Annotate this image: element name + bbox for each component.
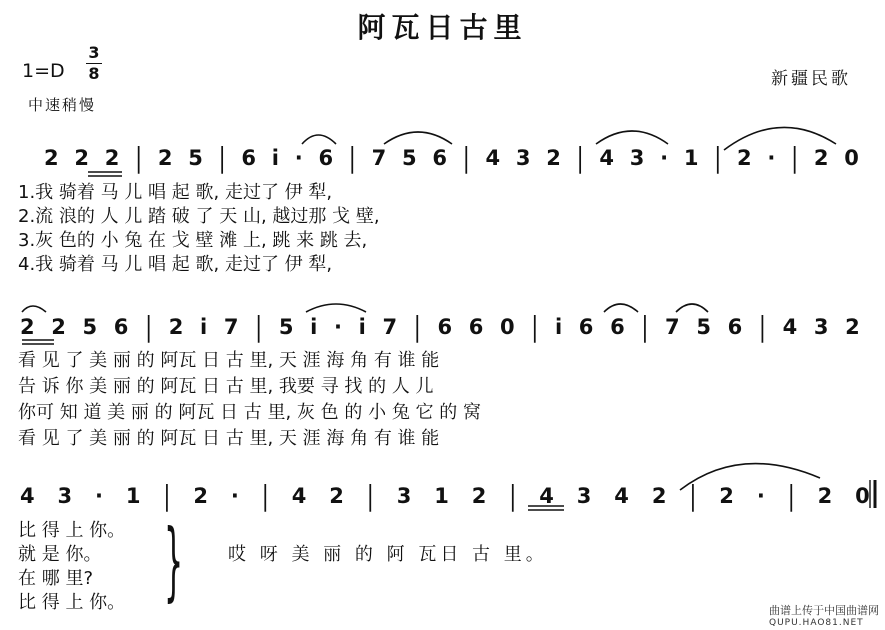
- note: 2: [51, 315, 66, 339]
- note: 6: [432, 146, 447, 170]
- note: i: [310, 315, 318, 339]
- barline: |: [787, 480, 795, 512]
- note: 0: [844, 146, 859, 170]
- lyric-text: 看 见 了 美 丽 的 阿瓦 日 古 里, 天 涯 海 角 有 谁 能: [18, 350, 440, 371]
- barline: |: [576, 142, 584, 174]
- note: 4: [485, 146, 501, 170]
- lyric-text: 你可 知 道 美 丽 的 阿瓦 日 古 里, 灰 色 的 小 兔 它 的 窝: [18, 402, 481, 423]
- barline: |: [689, 480, 697, 512]
- note: ·: [294, 146, 303, 170]
- note: i: [554, 315, 563, 339]
- slur-arc: [724, 127, 836, 150]
- page-title: 阿瓦日古里: [357, 11, 528, 44]
- note: ·: [95, 484, 104, 508]
- barline: |: [218, 142, 226, 174]
- slur-arc: [676, 304, 708, 312]
- note: 7: [371, 146, 387, 170]
- note: 3: [813, 315, 829, 339]
- note: 2: [44, 146, 59, 170]
- note: ·: [660, 146, 669, 170]
- note: 2: [546, 146, 561, 170]
- note: 1: [125, 484, 141, 508]
- note: 3: [576, 484, 592, 508]
- lyric-text: 1.我 骑着 马 儿 唱 起 歌, 走过了 伊 犁,: [18, 182, 333, 203]
- note: 5: [278, 315, 294, 339]
- lyric-text: 在 哪 里?: [18, 568, 93, 589]
- note: 2: [719, 484, 734, 508]
- note: 2: [74, 146, 89, 170]
- lyric-text: 3.灰 色的 小 兔 在 戈 壁 滩 上, 跳 来 跳 去,: [18, 230, 368, 251]
- barline: |: [135, 142, 143, 174]
- barline: |: [163, 480, 171, 512]
- barline: |: [791, 142, 799, 174]
- note: 2: [329, 484, 344, 508]
- note: 7: [665, 315, 680, 339]
- note: 3: [515, 146, 531, 170]
- lyric-text: 告 诉 你 美 丽 的 阿瓦 日 古 里, 我要 寻 找 的 人 儿: [18, 376, 434, 397]
- note: 2: [20, 315, 35, 339]
- note: 1: [434, 484, 449, 508]
- slur-arc: [604, 304, 638, 312]
- note: ·: [756, 484, 765, 508]
- note: 2: [651, 484, 667, 508]
- barline: |: [509, 480, 517, 512]
- slur-arc: [384, 132, 452, 144]
- note: 2: [845, 315, 860, 339]
- note: 4: [291, 484, 307, 508]
- note: 6: [241, 146, 257, 170]
- note: 6: [113, 315, 129, 339]
- lyric-text: 看 见 了 美 丽 的 阿瓦 日 古 里, 天 涯 海 角 有 谁 能: [18, 428, 440, 449]
- note: i: [358, 315, 366, 339]
- note: 3: [57, 484, 73, 508]
- note: 2: [104, 146, 120, 170]
- time-signature-top: 3: [88, 43, 100, 62]
- note: 6: [727, 315, 743, 339]
- slur-arc: [22, 306, 46, 312]
- note: 2: [193, 484, 209, 508]
- barline: |: [641, 311, 649, 343]
- footer-text: 曲谱上传于中国曲谱网: [769, 604, 879, 617]
- note: 6: [468, 315, 484, 339]
- slur-arc: [306, 304, 366, 312]
- tempo-marking: 中速稍慢: [28, 96, 97, 114]
- note: 2: [157, 146, 173, 170]
- note: 6: [578, 315, 594, 339]
- note: 4: [599, 146, 615, 170]
- slur-arc: [680, 464, 820, 490]
- note: 2: [813, 146, 829, 170]
- note: 4: [20, 484, 35, 508]
- barline: |: [145, 311, 153, 343]
- key-signature: 1=D: [22, 60, 65, 82]
- barline: |: [348, 142, 356, 174]
- barline: |: [714, 142, 722, 174]
- note: 7: [382, 315, 398, 339]
- footer-url: QUPU.HAO81.NET: [769, 618, 864, 628]
- slur-arc: [302, 135, 336, 144]
- time-signature-bottom: 8: [88, 64, 100, 83]
- slur-arc: [596, 131, 668, 144]
- note: 5: [401, 146, 417, 170]
- barline: |: [366, 480, 374, 512]
- song-source: 新疆民歌: [771, 69, 851, 89]
- barline: |: [261, 480, 269, 512]
- note: 3: [629, 146, 645, 170]
- note: 4: [614, 484, 629, 508]
- note: i: [271, 146, 279, 170]
- lyric-text: 4.我 骑着 马 儿 唱 起 歌, 走过了 伊 犁,: [18, 254, 333, 275]
- note: i: [200, 315, 208, 339]
- note: 4: [782, 315, 798, 339]
- barline: |: [413, 311, 421, 343]
- footer-watermark: [769, 602, 879, 628]
- note: 6: [610, 315, 625, 339]
- barline: |: [462, 142, 470, 174]
- note: 0: [499, 315, 515, 339]
- barline: |: [758, 311, 766, 343]
- note: 2: [817, 484, 833, 508]
- note: ·: [767, 146, 776, 170]
- note: ·: [230, 484, 239, 508]
- note: 1: [683, 146, 699, 170]
- note: 4: [539, 484, 554, 508]
- lyric-text: 比 得 上 你。: [18, 520, 126, 541]
- verse-brace: }: [164, 511, 184, 611]
- note: 2: [168, 315, 184, 339]
- lyric-text: 比 得 上 你。: [18, 592, 126, 613]
- barline: |: [255, 311, 263, 343]
- note: 5: [188, 146, 203, 170]
- note: 5: [82, 315, 98, 339]
- note: 2: [737, 146, 752, 170]
- note: 6: [318, 146, 334, 170]
- note: 5: [696, 315, 711, 339]
- refrain-line: 哎 呀 美 丽 的 阿 瓦日 古 里。: [228, 544, 548, 565]
- lyric-text: 2.流 浪的 人 儿 踏 破 了 天 山, 越过那 戈 壁,: [18, 206, 380, 227]
- note: 6: [437, 315, 453, 339]
- note: 7: [223, 315, 239, 339]
- note: ·: [333, 315, 342, 339]
- note: 2: [471, 484, 487, 508]
- note: 0: [855, 484, 870, 508]
- barline: |: [531, 311, 539, 343]
- note: 3: [396, 484, 412, 508]
- lyric-text: 就 是 你。: [18, 544, 102, 565]
